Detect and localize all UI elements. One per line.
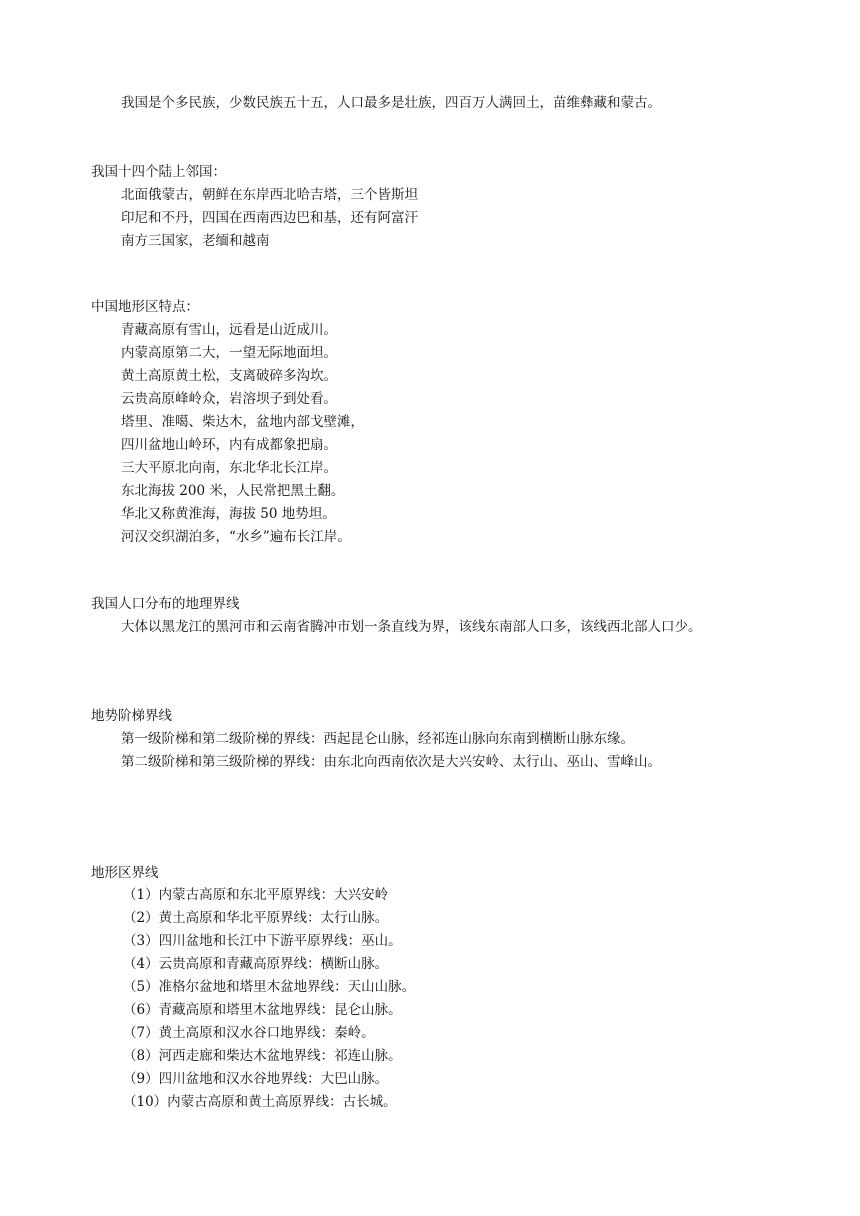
landforms-heading: 中国地形区特点： [91, 299, 199, 315]
landforms-line: 黄土高原黄土松，支离破碎多沟坎。 [121, 368, 337, 384]
terrain-steps-line: 第一级阶梯和第二级阶梯的界线：西起昆仑山脉，经祁连山脉向东南到横断山脉东缘。 [121, 731, 634, 747]
landforms-line: 河汉交织湖泊多，“水乡”遍布长江岸。 [121, 529, 351, 545]
neighbors-line: 印尼和不丹，四国在西南西边巴和基，还有阿富汗 [121, 210, 418, 226]
landforms-line: 三大平原北向南，东北华北长江岸。 [121, 460, 337, 476]
region-boundary-item: （3）四川盆地和长江中下游平原界线：巫山。 [123, 933, 402, 949]
region-boundary-item: （2）黄土高原和华北平原界线：太行山脉。 [123, 910, 389, 926]
landforms-line: 塔里、准噶、柴达木，盆地内部戈壁滩， [121, 414, 364, 430]
region-boundary-item: （7）黄土高原和汉水谷口地界线：秦岭。 [123, 1025, 375, 1041]
terrain-steps-line: 第二级阶梯和第三级阶梯的界线：由东北向西南依次是大兴安岭、太行山、巫山、雪峰山。 [121, 754, 661, 770]
landforms-line: 华北又称黄淮海，海拔 50 地势坦。 [121, 506, 336, 522]
landforms-line: 四川盆地山岭环，内有成都象把扇。 [121, 437, 337, 453]
region-boundaries-heading: 地形区界线 [91, 865, 159, 881]
landforms-line: 内蒙高原第二大，一望无际地面坦。 [121, 345, 337, 361]
population-line-text: 大体以黑龙江的黑河市和云南省腾冲市划一条直线为界，该线东南部人口多，该线西北部人口少。 [121, 619, 702, 635]
region-boundary-item: （8）河西走廊和柴达木盆地界线：祁连山脉。 [123, 1048, 402, 1064]
neighbors-line: 南方三国家，老缅和越南 [121, 233, 270, 249]
landforms-line: 云贵高原峰岭众，岩溶坝子到处看。 [121, 391, 337, 407]
landforms-line: 东北海拔 200 米，人民常把黑土翻。 [121, 483, 345, 499]
intro-paragraph: 我国是个多民族，少数民族五十五，人口最多是壮族，四百万人满回土，苗维彝藏和蒙古。 [121, 95, 661, 111]
terrain-steps-heading: 地势阶梯界线 [91, 708, 172, 724]
region-boundary-item: （10）内蒙古高原和黄土高原界线：古长城。 [123, 1094, 397, 1110]
neighbors-heading: 我国十四个陆上邻国： [91, 164, 226, 180]
landforms-line: 青藏高原有雪山，远看是山近成川。 [121, 322, 337, 338]
region-boundary-item: （4）云贵高原和青藏高原界线：横断山脉。 [123, 956, 389, 972]
region-boundary-item: （1）内蒙古高原和东北平原界线：大兴安岭 [123, 887, 389, 903]
region-boundary-item: （6）青藏高原和塔里木盆地界线：昆仑山脉。 [123, 1002, 402, 1018]
neighbors-line: 北面俄蒙古，朝鲜在东岸西北哈吉塔，三个皆斯坦 [121, 187, 418, 203]
population-line-heading: 我国人口分布的地理界线 [91, 596, 240, 612]
region-boundary-item: （9）四川盆地和汉水谷地界线：大巴山脉。 [123, 1071, 389, 1087]
region-boundary-item: （5）准格尔盆地和塔里木盆地界线：天山山脉。 [123, 979, 416, 995]
